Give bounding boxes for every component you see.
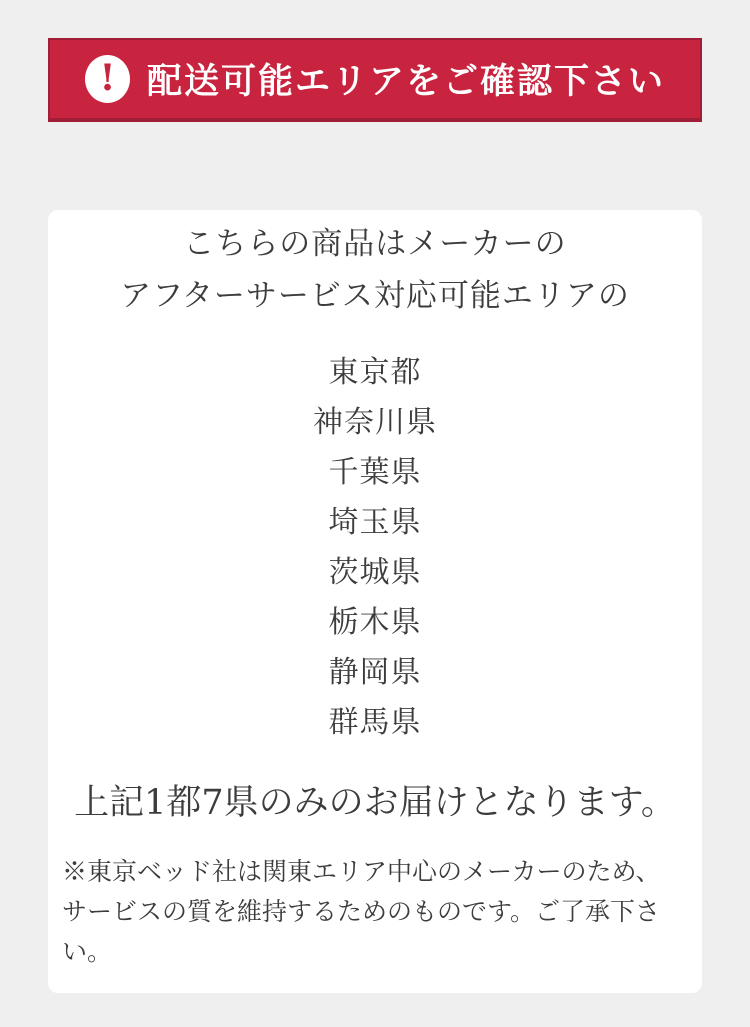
exclamation-glyph: ! [99,57,116,99]
footnote [60,852,690,972]
prefecture-item: 静岡県 [328,655,422,690]
footnote-line-1: ※東京ベッド社は関東エリア中心のメーカーのため、 [62,857,661,886]
delivery-area-banner [48,38,702,122]
delivery-area-section [0,38,750,993]
prefecture-item: 栃木県 [328,605,422,640]
prefecture-item: 茨城県 [328,555,422,590]
exclamation-icon [85,55,130,103]
intro-line-2: アフターサービス対応可能エリアの [120,278,630,314]
footnote-line-2: サービスの質を維持するためのものです。ご了承下さい。 [62,897,661,966]
intro-line-1: こちらの商品はメーカーの [183,226,567,262]
prefecture-item: 東京都 [328,355,422,390]
prefecture-item: 群馬県 [328,705,422,740]
prefecture-list [60,348,690,748]
prefecture-item: 埼玉県 [328,505,422,540]
delivery-note: 上記1都7県のみのお届けとなります。 [74,783,676,823]
prefecture-item: 神奈川県 [313,405,437,440]
intro-text [60,218,690,322]
prefecture-item: 千葉県 [328,455,422,490]
banner-title: 配送可能エリアをご確認下さい [146,61,665,102]
delivery-area-card [48,210,702,993]
